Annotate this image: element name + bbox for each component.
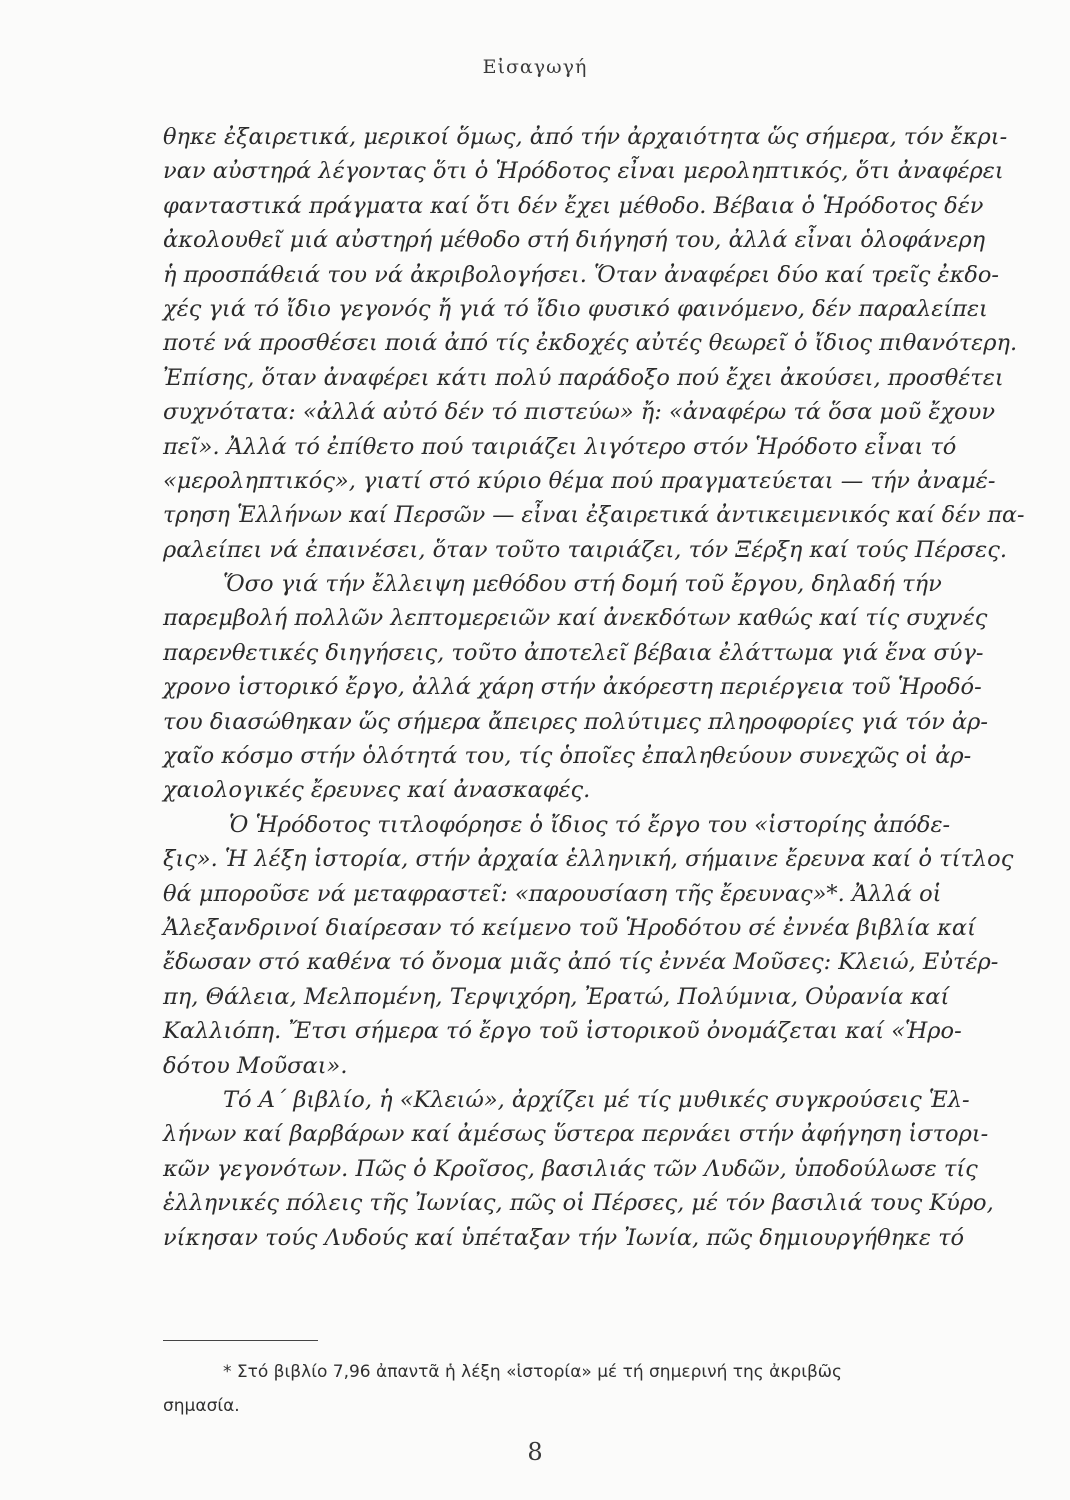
text-line: ἑλληνικές πόλεις τῆς Ἰωνίας, πῶς οἱ Πέρσες, μέ τόν βασιλιά τους Κύρο, — [163, 1190, 994, 1217]
text-line: του διασώθηκαν ὥς σήμερα ἄπειρες πολύτιμες πληροφορίες γιά τόν ἀρ- — [163, 708, 988, 735]
text-line: χές γιά τό ἴδιο γεγονός ἤ γιά τό ἴδιο φυσικό φαινόμενο, δέν παραλείπει — [163, 295, 988, 322]
footnote-line: σημασία. — [163, 1396, 240, 1416]
text-line: παρενθετικές διηγήσεις, τοῦτο ἀποτελεῖ βέβαια ἐλάττωμα γιά ἕνα σύγ- — [163, 639, 984, 666]
text-line: νίκησαν τούς Λυδούς καί ὑπέταξαν τήν Ἰωνία, πῶς δημιουργήθηκε τό — [163, 1224, 965, 1251]
text-line: πεῖ». Ἀλλά τό ἐπίθετο πού ταιριάζει λιγότερο στόν Ἡρόδοτο εἶναι τό — [163, 433, 957, 460]
page-number: 8 — [527, 1438, 543, 1466]
text-line: ξις». Ἡ λέξη ἱστορία, στήν ἀρχαία ἑλληνική, σήμαινε ἔρευνα καί ὁ τίτλος — [163, 846, 1014, 873]
text-line: δότου Μοῦσαι». — [163, 1052, 348, 1079]
text-line: τρηση Ἑλλήνων καί Περσῶν — εἶναι ἐξαιρετικά ἀντικειμενικός καί δέν πα- — [163, 502, 1025, 529]
text-line: ραλείπει νά ἐπαινέσει, ὅταν τοῦτο ταιριάζει, τόν Ξέρξη καί τούς Πέρσες. — [163, 536, 1008, 563]
footnote-line: * Στό βιβλίο 7,96 ἀπαντᾶ ἡ λέξη «ἱστορία» μέ τή σημερινή της ἀκριβῶς — [223, 1362, 843, 1382]
text-line: συχνότατα: «ἀλλά αὐτό δέν τό πιστεύω» ἤ: «ἀναφέρω τά ὅσα μοῦ ἔχουν — [163, 399, 996, 426]
text-line: λήνων καί βαρβάρων καί ἀμέσως ὕστερα περνάει στήν ἀφήγηση ἱστορι- — [163, 1121, 989, 1148]
footnote — [163, 1355, 1033, 1423]
text-line: ἡ προσπάθειά του νά ἀκριβολογήσει. Ὅταν ἀναφέρει δύο καί τρεῖς ἐκδο- — [163, 261, 1000, 288]
footnote-divider — [163, 1340, 318, 1341]
body-text — [163, 120, 1025, 1255]
text-line: ποτέ νά προσθέσει ποιά ἀπό τίς ἐκδοχές αὐτές θεωρεῖ ὁ ἴδιος πιθανότερη. — [163, 330, 1018, 357]
text-line: ἀκολουθεῖ μιά αὐστηρή μέθοδο στή διήγησή του, ἀλλά εἶναι ὁλοφάνερη — [163, 227, 986, 254]
text-line: χαῖο κόσμο στήν ὁλότητά του, τίς ὁποῖες ἐπαληθεύουν συνεχῶς οἱ ἀρ- — [163, 743, 972, 770]
text-line: πη, Θάλεια, Μελπομένη, Τερψιχόρη, Ἐρατώ, Πολύμνια, Οὐρανία καί — [163, 983, 950, 1010]
paragraph-start-line: Τό Α΄ βιβλίο, ἡ «Κλειώ», ἀρχίζει μέ τίς μυθικές συγκρούσεις Ἑλ- — [223, 1086, 970, 1113]
text-line: φανταστικά πράγματα καί ὅτι δέν ἔχει μέθοδο. Βέβαια ὁ Ἡρόδοτος δέν — [163, 192, 984, 219]
text-line: Καλλιόπη. Ἔτσι σήμερα τό ἔργο τοῦ ἱστορικοῦ ὀνομάζεται καί «Ἡρο- — [163, 1018, 962, 1045]
paragraph-start-line: Ὅσο γιά τήν ἔλλειψη μεθόδου στή δομή τοῦ ἔργου, δηλαδή τήν — [223, 571, 942, 598]
paragraph-start-line: Ὁ Ἡρόδοτος τιτλοφόρησε ὁ ἴδιος τό ἔργο του «ἱστορίης ἀπόδε- — [229, 811, 951, 838]
text-line: θά μποροῦσε νά μεταφραστεῖ: «παρουσίαση τῆς ἔρευνας»*. Ἀλλά οἱ — [163, 880, 942, 907]
text-line: ἔδωσαν στό καθένα τό ὄνομα μιᾶς ἀπό τίς ἐννέα Μοῦσες: Κλειώ, Εὐτέρ- — [163, 949, 999, 976]
text-line: παρεμβολή πολλῶν λεπτομερειῶν καί ἀνεκδότων καθώς καί τίς συχνές — [163, 605, 988, 632]
text-line: θηκε ἐξαιρετικά, μερικοί ὅμως, ἀπό τήν ἀρχαιότητα ὥς σήμερα, τόν ἔκρι- — [163, 124, 1008, 150]
text-line: χρονο ἱστορικό ἔργο, ἀλλά χάρη στήν ἀκόρεστη περιέργεια τοῦ Ἡροδό- — [163, 674, 982, 701]
text-line: κῶν γεγονότων. Πῶς ὁ Κροῖσος, βασιλιάς τῶν Λυδῶν, ὑποδούλωσε τίς — [163, 1155, 978, 1182]
text-line: Ἀλεξανδρινοί διαίρεσαν τό κείμενο τοῦ Ἡροδότου σέ ἐννέα βιβλία καί — [163, 914, 976, 941]
text-line: χαιολογικές ἔρευνες καί ἀνασκαφές. — [163, 777, 591, 804]
running-title: Εἰσαγωγή — [482, 56, 588, 78]
text-line: Ἐπίσης, ὅταν ἀναφέρει κάτι πολύ παράδοξο πού ἔχει ἀκούσει, προσθέτει — [163, 364, 1004, 391]
text-line: «μεροληπτικός», γιατί στό κύριο θέμα πού πραγματεύεται — τήν ἀναμέ- — [163, 467, 996, 494]
text-line: ναν αὐστηρά λέγοντας ὅτι ὁ Ἡρόδοτος εἶναι μεροληπτικός, ὅτι ἀναφέρει — [163, 158, 1004, 185]
